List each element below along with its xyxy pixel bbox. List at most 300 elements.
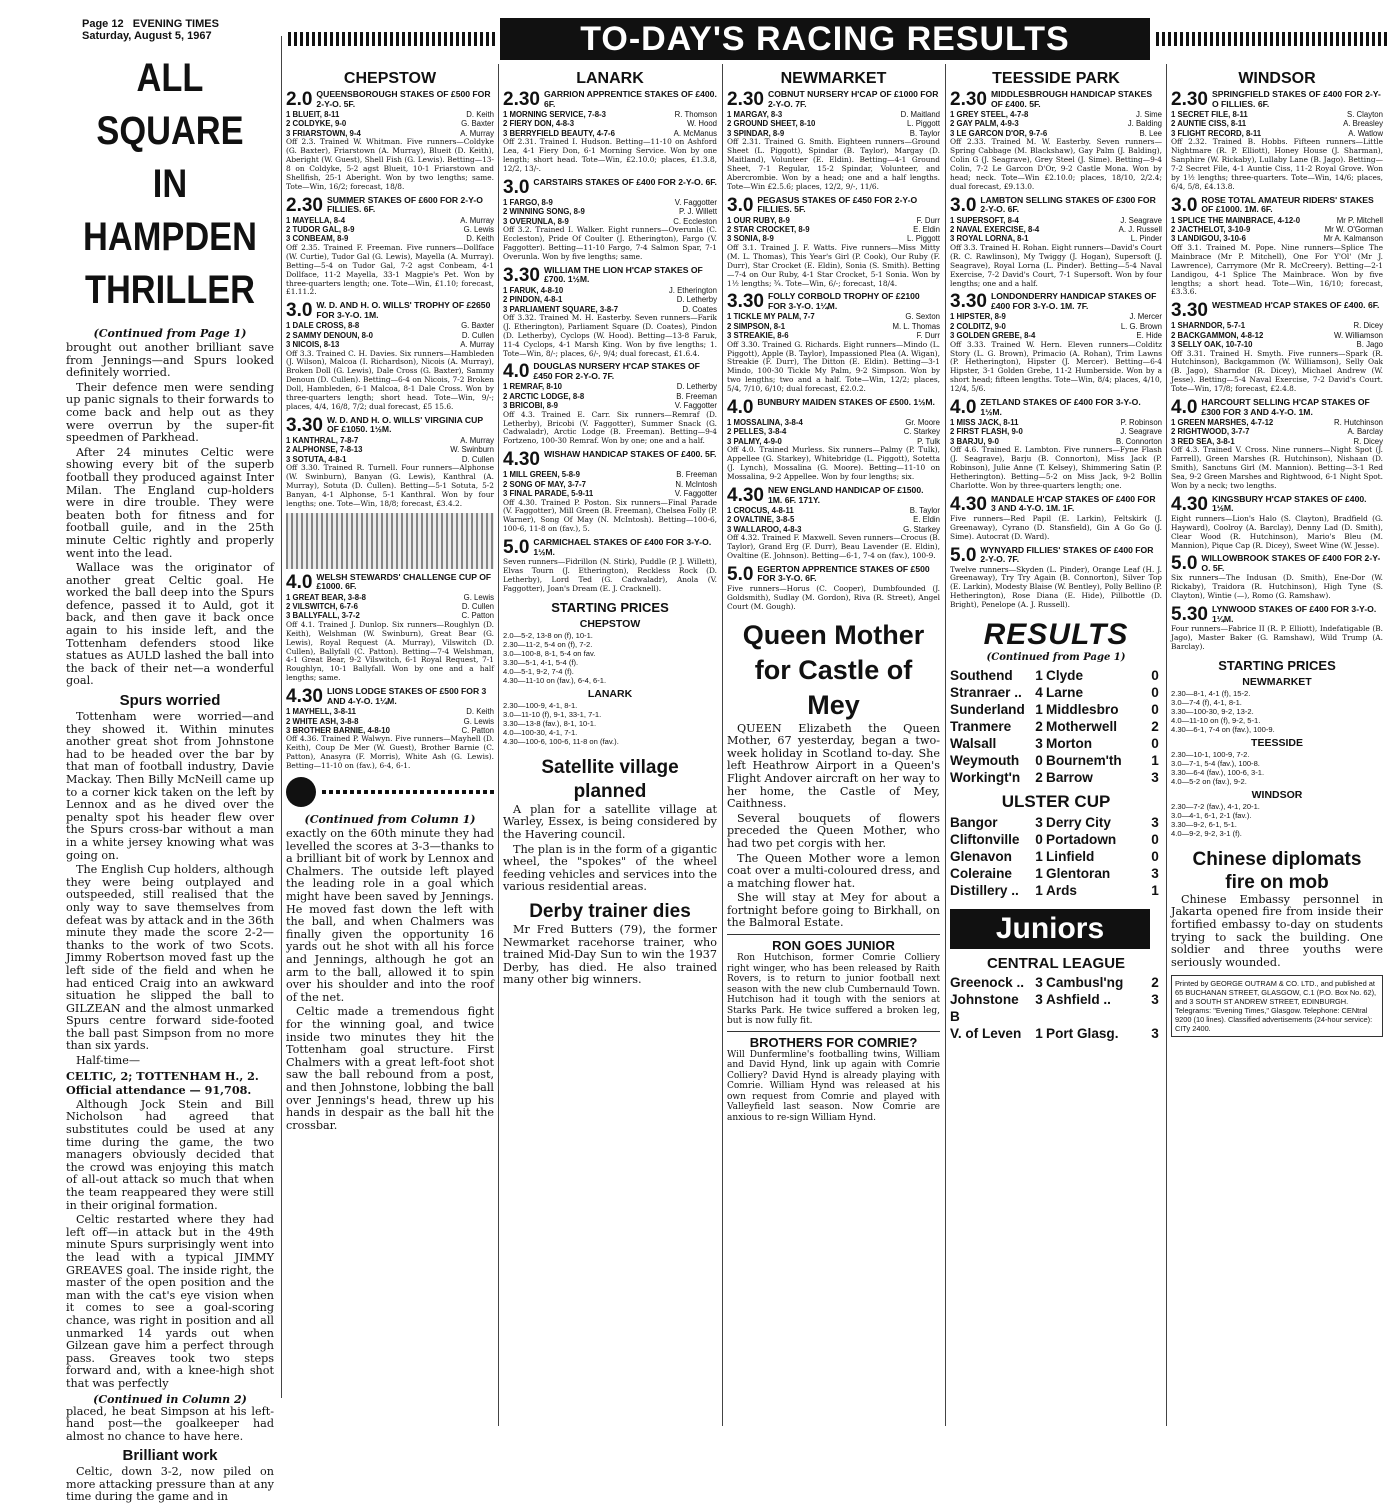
placed-runner	[503, 295, 717, 304]
runner-name: 2 AUNTIE CISS, 8-11	[1171, 119, 1247, 129]
banner-right-hatch	[1156, 32, 1388, 46]
placed-runner	[286, 331, 494, 340]
race-header	[950, 495, 1162, 515]
away-team: Portadown	[1046, 832, 1117, 848]
jockey-name: J. Seagrave	[1120, 427, 1162, 437]
placed-runner	[503, 119, 717, 128]
race-notes: Off 2.31. Trained G. Smith. Eighteen runners—Ground Sheet (L. Piggott), Spindar (B. Taylor), Margay (D. Maitland), Volunteer (E. Eldin). Betting—4-1 Ground Sheet, 7-1 Regular, 15-2 Spindar, Volunteer, and Abercrombie. Won by a head; one and a half lengths. Tote—Win £2.5.6; places, 12/2, 9/-, 11/6.	[727, 137, 940, 191]
starting-price-line: 4.30—6-1, 7-4 on (fav.), 100-9.	[1171, 724, 1275, 734]
placed-runner	[286, 593, 494, 602]
football-ornament	[286, 777, 494, 807]
placed-runner	[950, 427, 1162, 436]
placed-runner	[727, 110, 940, 119]
race-header	[727, 90, 940, 110]
jockey-name: L. Pinder	[1130, 234, 1162, 244]
race-header	[727, 292, 940, 312]
runner-name: 2 FIRST FLASH, 9-0	[950, 427, 1023, 437]
lead-para: Celtic restarted where they had left off—in attack but in the 49th minute Spurs surprisingly went into the lead with a typical JIMMY GREAVES goal. The inside right, the master of the open position and the man with the cat's eye vision when it comes to see a goal-scoring chance, was right in position and all unmarked 14 yards out when Gilzean gave him a perfect through pass. Greaves took two steps forward and, with a knee-high shot that was perfectly	[66, 1213, 274, 1390]
jockey-name: G. Lewis	[463, 716, 494, 726]
jockey-name: G. Lewis	[463, 592, 494, 602]
home-score: 1	[1035, 849, 1043, 865]
race-time: 3.0	[727, 194, 754, 216]
race-title: SUMMER STAKES OF £600 FOR 2-Y-O FILLIES. 6F.	[326, 194, 483, 215]
race-result	[1171, 605, 1383, 652]
runner-name: 2 FIERY DON, 4-8-3	[503, 119, 575, 129]
jockey-name: J. Mercer	[1129, 312, 1162, 322]
jockey-name: R. Thomson	[674, 110, 717, 119]
race-title: PEGASUS STAKES OF £450 FOR 2-Y-O FILLIES. 5F.	[757, 194, 918, 215]
satellite-headline	[503, 756, 717, 804]
placed-runner	[286, 119, 494, 128]
away-team: Linfield	[1046, 849, 1095, 865]
away-team: Clyde	[1046, 668, 1084, 684]
race-header	[286, 416, 494, 436]
starting-price-line: 2.30—7-2 (fav.), 4-1, 20-1.	[1171, 801, 1260, 811]
runner-name: 2 SAMMY DENOUN, 8-0	[286, 330, 373, 340]
runner-name: 3 WALLAROO, 4-8-3	[727, 524, 802, 534]
race-result	[1171, 90, 1383, 192]
race-list	[1171, 90, 1383, 652]
story-para: Celtic made a tremendous fight for the winning goal, and twice inside two minutes they hit the Tottenham goal structure. First Chalmers with a great left-foot shot saw the ball rebound from a post, and then Johnstone, lobbing the ball over Jennings's head, threw up his hands in despair as the ball hit the crossbar.	[286, 1005, 494, 1132]
placed-runner	[286, 445, 494, 454]
race-notes: Off 4.1. Trained J. Dunlop. Six runners—Roughlyn (D. Keith), Welshman (W. Swinburn), Great Bear (G. Lewis), Royal Request (A. Murray), Vilswitch (D. Cullen), Ballyfall (C. Patton). Betting—7-4 Welshman, 4-1 Great Bear, 9-2 Vilswitch, 6-1 Royal Request, 7-1 Roughlyn, 10-1 Ballyfall. Won by one and a half lengths; same.	[286, 619, 494, 683]
starting-prices-venue: TEESSIDE	[1251, 736, 1303, 749]
placed-runner	[1171, 225, 1383, 234]
runner-name: 2 RIGHTWOOD, 3-7-7	[1171, 427, 1250, 437]
race-title: LYNWOOD STAKES OF £400 FOR 3-Y-O. 1¼M.	[1211, 604, 1377, 624]
jockey-name: B. Connorton	[1116, 436, 1162, 446]
jockey-name: D. Keith	[466, 707, 494, 717]
home-team: Bangor	[950, 815, 998, 831]
jockey-name: A. Breasley	[1343, 119, 1383, 129]
jockey-name: G. Lewis	[463, 225, 494, 235]
home-team: Greenock ..	[950, 975, 1025, 991]
jockey-name: L. Piggott	[907, 119, 940, 129]
race-notes: Off 3.1. Trained J. F. Watts. Five runners—Miss Mitty (M. L. Thomas), This Year's Girl (P. Cook), Our Ruby (F. Durr), Star Crocket (E. Eldin), Sonia (S. Smith). Betting—7-4 on Our Ruby, 4-1 Star Crocket, 5-1 Sonia. Won by 1½ lengths; ¾. Tote—Win, 6/-; forecast, 18/4.	[727, 242, 940, 288]
placed-runner	[950, 225, 1162, 234]
jockey-name: B. Taylor	[909, 128, 940, 138]
away-score: 0	[1151, 702, 1159, 718]
score-row	[950, 865, 1162, 882]
banner: TO-DAY'S RACING RESULTS	[500, 18, 1150, 60]
jockey-name: G. Starkey	[903, 524, 940, 534]
jockey-name: V. Faggotter	[674, 401, 717, 411]
queen-headline	[727, 618, 940, 723]
starting-prices	[1171, 676, 1383, 838]
race-title: ROSE TOTAL AMATEUR RIDERS' STAKES OF £1000. 1M. 6F.	[1201, 194, 1374, 215]
placed-runner	[727, 506, 940, 515]
race-result	[286, 196, 494, 298]
race-title: WESTMEAD H'CAP STAKES OF £400. 6F.	[1211, 300, 1380, 311]
subhead-spurs-worried: Spurs worried	[119, 692, 221, 710]
jockey-name: M. L. Thomas	[892, 321, 940, 331]
race-title: BUNBURY MAIDEN STAKES OF £500. 1½M.	[757, 397, 935, 408]
runner-name: 2 COLDITZ, 9-0	[950, 321, 1006, 331]
runner-name: 2 COLDYKE, 9-0	[286, 119, 347, 129]
race-time: 5.0	[727, 563, 754, 585]
away-team: Bournem'th	[1046, 753, 1122, 769]
race-notes: Off 4.3. Trained V. Cross. Nine runners—Night Spot (J. Farrell), Green Marshes (R. Hutchinson), Nishaan (D. Smith), Sanctuns Girl (M. Mannion). Betting—3-1 Red Sea, 9-2 Green Marshes and Rightwood, 6-1 Night Spot. Won by a neck; two lengths.	[1171, 445, 1383, 490]
runner-name: 1 TICKLE MY PALM, 7-7	[727, 312, 815, 322]
race-header	[503, 450, 717, 470]
runner-name: 3 SONIA, 8-9	[727, 234, 774, 244]
race-time: 2.0	[286, 89, 313, 110]
venue-newmarket: NEWMARKET	[780, 70, 887, 87]
jockey-name: D. Cullen	[461, 330, 494, 340]
home-score: 3	[1035, 736, 1043, 752]
placed-runner	[727, 225, 940, 234]
jockey-name: F. Durr	[916, 331, 940, 341]
starting-price-line: 3.30—9-2, 6-1, 5-1.	[1171, 819, 1237, 829]
results-table	[950, 667, 1162, 786]
home-score: 1	[1035, 1026, 1043, 1042]
runner-name: 3 BALLYFALL, 3-7-2	[286, 611, 360, 621]
race-header	[286, 687, 494, 707]
runner-name: 1 MARGAY, 8-3	[727, 110, 783, 119]
race-title: QUEENSBOROUGH STAKES OF £500 FOR 2-Y-O. 5F.	[316, 89, 491, 109]
home-team: Walsall	[950, 736, 997, 752]
away-score: 0	[1151, 685, 1159, 701]
race-notes: Four runners—Fabrice II (R. P. Elliott), Indefatigable (B. Jago), Master Baker (G. Ramshaw), Wild Trump (A. Barclay).	[1171, 624, 1383, 651]
race-result	[1171, 301, 1383, 394]
home-score: 4	[1035, 685, 1043, 701]
placed-runner	[950, 312, 1162, 321]
lead-para: Half-time—	[76, 1054, 141, 1068]
score-row	[950, 882, 1162, 899]
score-row	[950, 752, 1162, 769]
race-header	[503, 90, 717, 110]
race-title: WISHAW HANDICAP STAKES OF £400. 5F.	[543, 449, 717, 460]
race-result	[950, 196, 1162, 289]
jockey-name: W. Williamson	[1334, 330, 1383, 340]
score-row	[950, 667, 1162, 684]
race-result	[950, 495, 1162, 542]
race-time: 2.30	[727, 89, 764, 110]
starting-price-line: 3.30—13-8 (fav.), 8-1, 10-1.	[503, 718, 597, 728]
race-time: 3.0	[286, 300, 313, 322]
race-notes: Off 2.3. Trained W. Whitman. Five runners—Coldyke (G. Baxter), Friarstown (A. Murray), Blueit (D. Keith), Aberight (W. Guest), Shell Fish (G. Lewis). Betting—13-8 on Coldyke, 5-2 agst Blueit, 10-1 Friarstown and Shellfish, 25-1 Aberight. Won by two lengths; same. Tote—Win, 16/2; forecast, 18/8.	[286, 137, 494, 191]
starting-prices-venue: LANARK	[587, 687, 633, 700]
home-score: 0	[1035, 753, 1043, 769]
race-time: 4.0	[286, 571, 313, 593]
placed-runner	[503, 207, 717, 216]
printer-imprint: Printed by GEORGE OUTRAM & CO. LTD., and published at 65 BUCHANAN STREET, GLASGOW, C.1 (P.O. Box No. 62), and 3 SOUTH ST ANDREW STREET, EDINBURGH. Telegrams: "Evening Times," Glasgow. Telephone: CENtral 9200 (10 lines). Classified advertisements (24-hour service): CITy 2400.	[1171, 975, 1383, 1037]
story-para: The plan is in the form of a gigantic wheel, the "spokes" of the wheel feeding vehicles and services into the various residential areas.	[503, 842, 717, 894]
score-row	[950, 974, 1162, 991]
jockey-name: G. Baxter	[461, 321, 494, 331]
newmarket-column	[727, 68, 940, 1398]
runner-name: 1 SHARNDOR, 5-7-1	[1171, 321, 1246, 331]
home-score: 1	[1035, 883, 1043, 899]
starting-prices	[503, 618, 717, 746]
away-score: 1	[1151, 753, 1159, 769]
away-score: 0	[1151, 736, 1159, 752]
away-score: 3	[1151, 815, 1159, 831]
race-header	[727, 565, 940, 585]
score-row	[950, 684, 1162, 701]
jockey-name: B. Jago	[1356, 340, 1383, 350]
central-table	[950, 974, 1162, 1042]
runner-name: 2 GROUND SHEET, 8-10	[727, 119, 816, 129]
jockey-name: E. Eldin	[913, 225, 940, 235]
runner-name: 1 MOSSALINA, 3-8-4	[727, 418, 803, 428]
home-team: Tranmere	[950, 719, 1012, 735]
race-notes: Off 3.33. Trained W. Hern. Eleven runners—Colditz Story (L. G. Brown), Primacio (A. Rohan), Trim Lawns (P. Hetherington), Hipster (J. Mercer). Betting—6-4 Hipster, 3-1 Golden Grebe, 11-2 Humberside. Won by a short head; fifteen lengths. Tote—Win, 8/4; places, 4/10, 12/4, 5/6.	[950, 339, 1162, 394]
starting-price-line: 3.0—7-4 (f), 4-1, 8-1.	[1171, 697, 1242, 707]
starting-price-line: 3.30—100-30, 9-2, 13-2.	[1171, 706, 1254, 716]
starting-price-line: 3.0—4-1, 6-1, 2-1 (fav.).	[1171, 810, 1252, 820]
home-team: Distillery ..	[950, 883, 1019, 899]
placed-runner	[503, 480, 717, 489]
score-row	[950, 718, 1162, 735]
jockey-name: P. J. Willett	[679, 207, 717, 217]
race-result	[950, 398, 1162, 491]
race-title: MIDDLESBROUGH HANDICAP STAKES OF £400. 5F.	[990, 89, 1153, 109]
away-score: 3	[1151, 992, 1159, 1008]
home-score: 2	[1035, 719, 1043, 735]
race-time: 2.30	[1171, 89, 1208, 110]
runner-name: 1 SECRET FILE, 8-11	[1171, 110, 1248, 119]
jockey-name: D. Keith	[466, 110, 494, 119]
jockey-name: J. Balding	[1127, 119, 1162, 129]
race-notes: Off 4.3. Trained E. Carr. Six runners—Remraf (D. Letherby), Bricobi (V. Faggotter), Summer Snack (G. Cadwaladr), Arctic Lodge (B. Freeman). Betting—9-4 Fortzeno, 100-30 Remraf. Won by one; one and a half.	[503, 409, 717, 446]
jockey-name: E. Eldin	[913, 515, 940, 525]
race-result	[727, 486, 940, 561]
race-header	[503, 266, 717, 286]
race-title: WILLIAM THE LION H'CAP STAKES OF £700. 1½M.	[543, 264, 703, 285]
attendance: Official attendance — 91,708.	[66, 1083, 252, 1098]
placed-runner	[503, 470, 717, 479]
headline-line-2: IN HAMPDEN	[83, 162, 257, 259]
jockey-name: D. Cullen	[461, 602, 494, 612]
venue-chepstow: CHEPSTOW	[343, 70, 437, 87]
jockey-name: D. Maitland	[900, 110, 940, 119]
race-list	[950, 90, 1162, 610]
runner-name: 2 JACTHELOT, 3-10-9	[1171, 225, 1251, 235]
story-para: A plan for a satellite village at Warley, Essex, is being considered by the Havering council.	[503, 802, 717, 841]
starting-price-line: 4.0—9-2, 9-2, 3-1 (f).	[1171, 828, 1242, 838]
race-header	[950, 546, 1162, 566]
page-number: Page 12	[82, 18, 124, 30]
home-team: Cliftonville	[950, 832, 1020, 848]
race-time: 4.0	[727, 397, 754, 419]
home-score: 1	[1035, 866, 1043, 882]
lanark-column	[503, 68, 717, 1398]
race-notes: Off 3.30. Trained G. Richards. Eight runners—Mindo (L. Piggott), Apple (B. Taylor), Impassioned Plea (A. Wigan), Streakie (F. Durr), The Ditton (E. Eldin). Betting—3-1 Mindo, 100-30 Tickle My Palm, 9-2 Simpson. Won by two lengths; two and a half. Tote—Win, 12/2; places, 5/4, 7/10, 6/10; dual forecast, £2.0.2.	[727, 339, 940, 394]
jockey-name: A. Murray	[460, 215, 494, 225]
jockey-name: C. Patton	[461, 726, 494, 735]
juniors-banner: Juniors	[950, 909, 1150, 949]
story-para: exactly on the 60th minute they had levelled the scores at 3-3—thanks to a brilliant bit of work by Lennox and Chalmers. The outside left played the leading role in a goal which might have been saved by Jennings. He moved fast down the left with the ball, and when Chalmers was finally given the opportunity 16 yards out he shot with all his force and Jennings, although he got an arm to the ball, allowed it to spin over his shoulder and into the roof of the net.	[286, 827, 494, 1004]
jockey-name: V. Faggotter	[674, 197, 717, 207]
lead-para: placed, he beat Simpson at his left-hand post—the goalkeeper had almost no chance to have here.	[66, 1404, 274, 1443]
runner-name: 3 BARJU, 9-0	[950, 436, 999, 446]
runner-name: 3 SPINDAR, 8-9	[727, 128, 785, 138]
runner-name: 1 FARGO, 8-9	[503, 197, 553, 207]
starting-prices-title: STARTING PRICES	[551, 599, 669, 615]
race-title: EGERTON APPRENTICE STAKES OF £500 FOR 3-Y-O. 6F.	[757, 563, 930, 584]
jockey-name: S. Clayton	[1347, 110, 1383, 119]
race-title: W. D. AND H. O. WILLS' VIRGINIA CUP OF £1050. 1½M.	[326, 414, 483, 435]
race-notes: Off 3.3. Trained H. Rohan. Eight runners—David's Court (R. C. Rawlinson), My Twiggy (J. Hogan), Supersoft (J. Seagrave), Royal Lorna (L. Pinder). Betting—5-4 Naval Exercise, 7-2 David's Court, 7-1 Supersoft. Won by four lengths; one and a half.	[950, 242, 1162, 288]
chinese-headline	[1171, 848, 1383, 894]
race-notes: Off 4.0. Trained Murless. Six runners—Palmy (P. Tulk), Appellee (G. Starkey), Whitebridge (L. Piggott), Sotetta (J. Lynch), Mossalina (G. Moore). Betting—11-10 on Mossalina, 9-2 Appellee. Won by four lengths; six.	[727, 445, 940, 481]
lead-para: Celtic, down 3-2, now piled on more attacking pressure than at any time during the game and in	[66, 1465, 274, 1504]
away-team: Ashfield ..	[1046, 992, 1111, 1008]
home-score: 3	[1035, 992, 1043, 1008]
race-time: 4.0	[950, 397, 977, 419]
runner-name: 3 SOTUTA, 4-8-1	[286, 454, 347, 464]
jockey-name: D. Keith	[466, 234, 494, 244]
race-time: 3.30	[950, 291, 987, 313]
starting-price-line: 2.30—11-2, 5-4 on (f), 7-2.	[503, 639, 593, 649]
race-result	[1171, 196, 1383, 298]
ron-headline: RON GOES JUNIOR	[727, 934, 940, 953]
jockey-name: N. McIntosh	[675, 479, 717, 489]
race-result	[1171, 495, 1383, 551]
race-notes: Twelve runners—Skyden (L. Pinder), Orange Leaf (H. J. Greenaway), Try Try Again (B. Connorton), Silver Top (E. Larkin), Modesty Blaise (W. Bentley), Polly Bellino (P. Hetherington), Rose Diana (E. Hide), Pillbottle (D. Bright), Penelope (A. J. Russell).	[950, 564, 1162, 610]
runner-name: 3 BROTHER BARNIE, 4-8-10	[286, 726, 390, 735]
race-title: FOLLY CORBOLD TROPHY OF £2100 FOR 3-Y-O. 1¼M.	[767, 291, 920, 311]
starting-price-line: 4.30—11-10 on (fav.), 6-4, 6-1.	[503, 675, 607, 685]
starting-prices-title: STARTING PRICES	[1218, 657, 1336, 673]
lead-para: Tottenham were worried—and they showed it. Within minutes another great shot from Johnstone had to be headed over the bar by that man of football industry, Davie Mackay. Then Billy McNeill came up to a corner kick taken on the left by Lennox and as he dived over the penalty spot his header flew over the Spurs cross-bar without a man in a white jersey knowing what was going on.	[66, 710, 274, 862]
race-time: 4.30	[503, 449, 540, 471]
race-notes: Off 2.31. Trained I. Hudson. Betting—11-10 on Ashford Lea, 4-1 Fiery Don, 6-1 Morning Service. Won by one length; short head. Tote—Win, £2.10.0; places, £1.3.8, 12/2, 13/-.	[503, 137, 717, 173]
race-title: CARSTAIRS STAKES OF £400 FOR 2-Y-O. 6F.	[533, 176, 717, 187]
race-time: 4.30	[950, 493, 987, 515]
race-result	[286, 573, 494, 684]
jockey-name: P. Robinson	[1120, 418, 1162, 428]
race-time: 4.30	[1171, 493, 1208, 515]
jockey-name: F. Durr	[916, 215, 940, 225]
jockey-name: A. Murray	[460, 340, 494, 350]
starting-price-line: 3.0—11-10 (f), 9-1, 33-1, 7-1.	[503, 709, 602, 719]
jockey-name: D. Coates	[682, 304, 717, 314]
race-time: 3.0	[503, 176, 530, 198]
placed-runner	[727, 312, 940, 321]
race-result	[727, 565, 940, 612]
jockey-name: J. Seagrave	[1120, 215, 1162, 225]
away-score: 2	[1151, 975, 1159, 991]
runner-name: 1 GREY STEEL, 4-7-8	[950, 110, 1029, 119]
race-title: LONDONDERRY HANDICAP STAKES OF £400 FOR 3-Y-O. 1M. 7F.	[990, 291, 1157, 311]
score-row	[950, 735, 1162, 752]
runner-name: 2 NAVAL EXERCISE, 8-4	[950, 225, 1040, 235]
jockey-name: P. Tulk	[917, 436, 940, 446]
race-time: 2.30	[286, 194, 323, 216]
away-score: 1	[1151, 883, 1159, 899]
race-time: 5.30	[1171, 604, 1208, 626]
continued-from-column: (Continued from Column 1)	[304, 813, 476, 827]
runner-name: 1 SUPERSOFT, 8-4	[950, 215, 1019, 225]
runner-name: 2 SIMPSON, 8-1	[727, 321, 786, 331]
derby-headline: Derby trainer dies	[529, 900, 691, 922]
jockey-name: D. Letherby	[676, 382, 717, 392]
away-team: Larne	[1046, 685, 1084, 701]
race-time: 3.30	[286, 414, 323, 436]
runner-name: 3 LE GARCON D'OR, 9-7-6	[950, 128, 1048, 138]
race-title: GARRION APPRENTICE STAKES OF £400. 6F.	[543, 89, 717, 109]
jockey-name: Gr. Moore	[905, 418, 940, 428]
score-row	[950, 814, 1162, 831]
race-time: 5.0	[950, 544, 977, 566]
runner-name: 2 PINDON, 4-8-1	[503, 295, 563, 305]
placed-runner	[727, 418, 940, 427]
race-time: 3.30	[727, 291, 764, 313]
race-notes: Off 4.6. Trained E. Lambton. Five runners—Fyne Flash (J. Seagrave), Barju (B. Connorton), Miss Jack (P. Robinson), Julie Anne (T. Kelsey), Shimmering Satin (P. Hetherington). Betting—5-2 on Miss Jack, 9-2 Bollin Charlotte. Won by three-quarters length; one.	[950, 445, 1162, 490]
jockey-name: R. Dicey	[1353, 436, 1383, 446]
home-team: Coleraine	[950, 866, 1012, 882]
jockey-name: Mr P. Mitchell	[1336, 215, 1383, 225]
runner-name: 2 GAY PALM, 4-9-3	[950, 119, 1019, 129]
race-header	[286, 90, 494, 110]
race-header	[1171, 398, 1383, 418]
ornament-rule	[322, 790, 494, 794]
runner-name: 3 ROYAL LORNA, 8-1	[950, 234, 1029, 244]
runner-name: 2 VILSWITCH, 6-7-6	[286, 602, 358, 612]
race-header	[1171, 554, 1383, 574]
race-notes: Off 3.1. Trained M. Pope. Nine runners—Splice The Mainbrace (Mr P. Mitchell), One For Y'Ol' (Mr J. Lawrence), Carrymore (Mr R. McCreery). Betting—2-1 Landigou, 4-1 Splice The Mainbrace. Won by five lengths; a short head. Tote—Win, 16/10; forecast, £3.3.6.	[1171, 242, 1383, 297]
placed-runner	[727, 119, 940, 128]
race-notes: Off 4.36. Trained P. Walwyn. Five runners—Mayhell (D. Keith), Coup De Mer (W. Guest), Brother Barnie (C. Patton), Anasyra (F. Morris), White Ash (G. Lewis). Betting—11-10 on (fav.), 6-4, 6-1.	[286, 734, 494, 771]
runner-name: 1 GREEN MARSHES, 4-7-12	[1171, 418, 1274, 428]
placed-runner	[950, 418, 1162, 427]
lead-para: Although Jock Stein and Bill Nicholson had agreed that substitutes could be used at any time during the game, the two managers obviously decided that the crowd was enjoying this match of all-out attack so much that when the team reappeared they were still in their original formation.	[66, 1097, 274, 1212]
race-list	[727, 90, 940, 612]
jockey-name: C. Starkey	[903, 427, 940, 437]
runner-name: 3 PARLIAMENT SQUARE, 3-8-7	[503, 304, 619, 314]
race-list	[286, 573, 494, 771]
starting-price-line: 4.0—100-30, 4-1, 7-1.	[503, 727, 578, 737]
headline-line: Satellite village	[541, 756, 679, 778]
race-notes: Off 2.33. Trained M. W. Easterby. Seven runners—Spring Cabbage (M. Blackshaw), Gay Palm (J. Balding), Colin G (J. Seagrave), Grey Steel (J. Sime). Betting—9-4 Colin, 7-2 Le Garcon D'Or, 9-2 Castle Mona. Won by head; neck. Tote—Win £2.10.0; places, 18/10, 2/2.4; dual forecast, £9.13.0.	[950, 137, 1162, 191]
placed-runner	[727, 322, 940, 331]
race-time: 2.30	[950, 89, 987, 110]
race-header	[727, 196, 940, 216]
jockey-name: J. Etherington	[668, 285, 717, 295]
race-time: 3.0	[1171, 194, 1198, 216]
venue-lanark: LANARK	[576, 70, 644, 87]
runner-name: 3 BERRYFIELD BEAUTY, 4-7-6	[503, 128, 615, 138]
jockey-name: B. Freeman	[676, 391, 717, 401]
runner-name: 1 DALE CROSS, 8-8	[286, 321, 360, 331]
race-time: 2.30	[503, 89, 540, 110]
starting-price-line: 2.30—10-1, 100-9, 7-2.	[1171, 749, 1250, 759]
race-result	[950, 292, 1162, 394]
lead-para: Their defence men were sending up panic signals to their forwards to come back and help out as they were overrun by the super-fit speedmen of Parkhead.	[66, 380, 274, 445]
jockey-name: W. Hood	[687, 119, 717, 129]
runner-name: 2 WINNING SONG, 8-9	[503, 207, 585, 217]
venue-windsor: WINDSOR	[1238, 70, 1316, 87]
runner-name: 1 BLUEIT, 8-11	[286, 110, 340, 119]
race-time: 4.30	[286, 686, 323, 708]
jockey-name: D. Cullen	[461, 454, 494, 464]
race-header	[286, 196, 494, 216]
race-time: 3.0	[950, 194, 977, 216]
placed-runner	[286, 225, 494, 234]
race-header	[503, 538, 717, 558]
race-notes: Off 3.32. Trained M. H. Easterby. Seven runners—Farik (J. Etherington), Parliament Square (D. Coates), Pindon (D. Letherby), Cyclops (W. Hood). Betting—13-8 Faruk, 11-4 Cyclops, 4-1 Marsh King. Won by five lengths; 1. Tote—Win, 8/-; places, 6/-, 9/4; dual forecast, £1.6.4.	[503, 312, 717, 358]
race-time: 4.0	[1171, 397, 1198, 419]
placed-runner	[950, 216, 1162, 225]
race-result	[286, 416, 494, 509]
jockey-name: R. Dicey	[1353, 321, 1383, 331]
race-notes: Off 4.32. Trained F. Maxwell. Seven runners—Crocus (B. Taylor), Grand Erg (F. Durr), Beau Lavender (E. Eldin), Ovaltine (E. Johnson). Betting—6-1, 7-4 on (fav.), 100-9.	[727, 533, 940, 560]
placed-runner	[1171, 427, 1383, 436]
jockey-name: Mr A. Kalmanson	[1323, 234, 1383, 244]
race-title: CARMICHAEL STAKES OF £400 FOR 3-Y-O. 1½M.	[533, 537, 712, 557]
